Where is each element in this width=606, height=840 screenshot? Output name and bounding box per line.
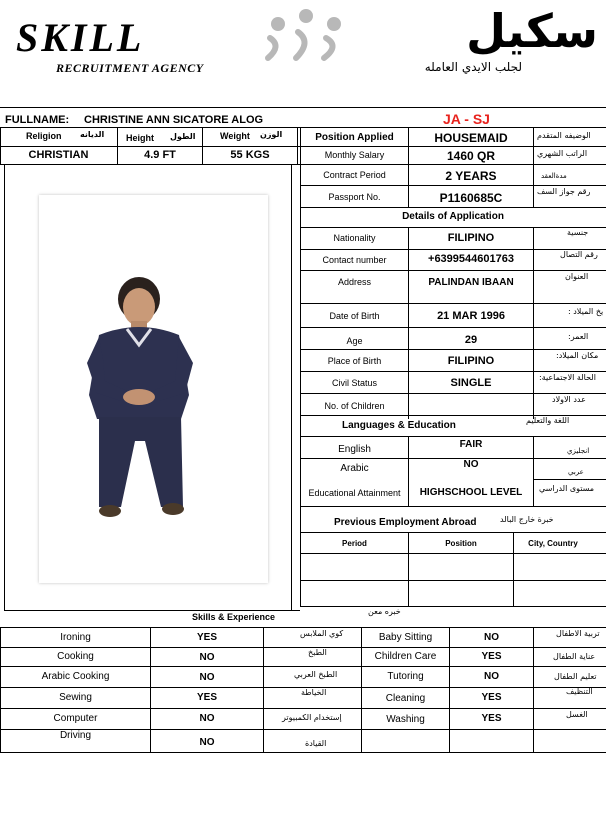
skill-tutoring-label: Tutoring bbox=[387, 671, 424, 682]
languages-title: Languages & Education bbox=[342, 420, 456, 431]
application-title: Details of Application bbox=[402, 211, 504, 222]
english-value: FAIR bbox=[459, 439, 483, 450]
address-ar: العنوان bbox=[565, 272, 589, 281]
contract-value: 2 YEARS bbox=[445, 169, 497, 183]
skill-children-care-label: Children Care bbox=[374, 651, 437, 662]
skill-computer-label: Computer bbox=[53, 713, 98, 724]
arabic-ar: عربي bbox=[568, 468, 584, 476]
age-ar: العمر: bbox=[568, 332, 589, 341]
position-ar: الوضيفه المتقدم bbox=[537, 131, 591, 140]
civil-status-label: Civil Status bbox=[331, 378, 377, 388]
skill-baby-sitting-label: Baby Sitting bbox=[378, 632, 433, 643]
religion-value: CHRISTIAN bbox=[28, 149, 89, 161]
skill-arabic-cooking-ar: الطبخ العربي bbox=[294, 670, 338, 679]
skill-children-care-value: YES bbox=[481, 651, 502, 662]
previous-employment-ar: خبرة خارج البالد bbox=[500, 515, 554, 524]
passport-label: Passport No. bbox=[328, 192, 381, 202]
pob-label: Place of Birth bbox=[327, 356, 382, 366]
skill-arabic-cooking-label: Arabic Cooking bbox=[41, 671, 110, 682]
contact-label: Contact number bbox=[322, 255, 387, 265]
people-group-icon bbox=[258, 6, 354, 69]
skill-washing-label: Washing bbox=[386, 714, 425, 725]
skill-ironing-value: YES bbox=[196, 632, 217, 643]
english-ar: انجليزي bbox=[567, 447, 590, 455]
brand-tagline-en: RECRUITMENT AGENCY bbox=[56, 61, 204, 75]
arabic-value: NO bbox=[463, 459, 479, 470]
skill-arabic-cooking-value: NO bbox=[199, 672, 215, 683]
weight-ar: الوزن bbox=[260, 130, 283, 139]
passport-value: P1160685C bbox=[439, 191, 503, 205]
position-value: HOUSEMAID bbox=[434, 131, 508, 145]
nationality-label: Nationality bbox=[333, 233, 376, 243]
skills-title-ar: خبره معن bbox=[368, 607, 401, 616]
skill-cooking-value: NO bbox=[199, 652, 215, 663]
brand-name-en: SKILL bbox=[16, 15, 145, 60]
skill-baby-sitting-value: NO bbox=[484, 632, 499, 643]
brand-name-ar: سكيل bbox=[466, 4, 598, 58]
skill-cooking-ar: الطبخ bbox=[308, 648, 327, 657]
skill-washing-value: YES bbox=[481, 713, 502, 724]
skill-tutoring-ar: تعليم الطفال bbox=[554, 672, 597, 681]
pob-ar: مكان الميلاد: bbox=[556, 351, 599, 360]
contract-ar: مدةالعقد bbox=[541, 172, 567, 180]
skill-cooking-label: Cooking bbox=[57, 651, 94, 662]
height-label: Height bbox=[126, 133, 154, 143]
religion-label: Religion bbox=[26, 131, 62, 141]
skill-tutoring-value: NO bbox=[484, 671, 499, 682]
languages-ar: اللغة والتعليم bbox=[526, 416, 570, 425]
nationality-ar: جنسية bbox=[567, 228, 589, 237]
passport-ar: رقم جواز السف bbox=[537, 187, 591, 196]
skill-driving-value: NO bbox=[199, 737, 215, 748]
education-value: HIGHSCHOOL LEVEL bbox=[419, 487, 523, 498]
height-value: 4.9 FT bbox=[144, 149, 176, 161]
age-value: 29 bbox=[464, 334, 478, 346]
weight-label: Weight bbox=[220, 131, 250, 141]
previous-employment-title: Previous Employment Abroad bbox=[334, 517, 477, 528]
civil-status-ar: الحالة الاجتماعية: bbox=[539, 373, 596, 382]
skill-computer-ar: إستخدام الكمبيوتر bbox=[282, 713, 342, 722]
education-label: Educational Attainment bbox=[308, 488, 401, 498]
salary-value: 1460 QR bbox=[446, 149, 496, 163]
skill-cleaning-value: YES bbox=[481, 692, 502, 703]
skill-washing-ar: الغسل bbox=[566, 710, 588, 719]
english-label: English bbox=[338, 444, 371, 455]
fullname-value: CHRISTINE ANN SICATORE ALOG bbox=[84, 114, 264, 126]
children-label: No. of Children bbox=[324, 401, 385, 411]
pob-value: FILIPINO bbox=[447, 355, 495, 367]
agency-code: JA - SJ bbox=[443, 111, 490, 127]
age-label: Age bbox=[346, 336, 363, 346]
skill-baby-sitting-ar: تربية الاطفال bbox=[556, 629, 600, 638]
fullname-label: FULLNAME: bbox=[5, 114, 70, 126]
brand-tagline-ar: لجلب الايدي العامله bbox=[424, 60, 522, 74]
nationality-value: FILIPINO bbox=[447, 232, 495, 244]
candidate-photo bbox=[39, 195, 268, 583]
skills-title: Skills & Experience bbox=[192, 612, 276, 622]
contract-label: Contract Period bbox=[323, 170, 386, 180]
col-position: Position bbox=[445, 539, 477, 548]
salary-ar: الراتب الشهري bbox=[537, 149, 588, 158]
weight-value: 55 KGS bbox=[230, 149, 270, 161]
contact-ar: رقم التصال bbox=[560, 250, 598, 259]
contact-value: +6399544601763 bbox=[428, 253, 514, 265]
skill-driving-label: Driving bbox=[59, 730, 92, 741]
children-ar: عدد الاولاد bbox=[552, 395, 586, 404]
dob-value: 21 MAR 1996 bbox=[437, 310, 505, 322]
skill-sewing-label: Sewing bbox=[59, 692, 92, 703]
address-value: PALINDAN IBAAN bbox=[428, 277, 514, 288]
skill-cleaning-ar: التنظيف bbox=[566, 687, 593, 696]
skill-ironing-label: Ironing bbox=[60, 632, 91, 643]
skill-sewing-value: YES bbox=[196, 692, 217, 703]
salary-label: Monthly Salary bbox=[324, 150, 385, 160]
skill-ironing-ar: كوي الملابس bbox=[300, 629, 344, 638]
skill-sewing-ar: الخياطة bbox=[301, 688, 327, 697]
skill-computer-value: NO bbox=[199, 713, 215, 724]
civil-status-value: SINGLE bbox=[450, 377, 492, 389]
dob-label: Date of Birth bbox=[329, 311, 380, 321]
col-period: Period bbox=[342, 539, 367, 548]
skill-children-care-ar: عناية الطفال bbox=[553, 652, 596, 661]
education-ar: مستوى الدراسي bbox=[539, 484, 595, 493]
skill-cleaning-label: Cleaning bbox=[385, 693, 426, 704]
col-city-country: City, Country bbox=[528, 539, 578, 548]
arabic-label: Arabic bbox=[340, 463, 369, 474]
dob-ar: يخ الميلاد : bbox=[568, 307, 604, 316]
position-label: Position Applied bbox=[315, 132, 394, 143]
skill-driving-ar: القيادة bbox=[305, 739, 327, 748]
address-label: Address bbox=[337, 277, 372, 287]
height-ar: الطول bbox=[170, 132, 196, 141]
religion-ar: الديانه bbox=[80, 130, 105, 139]
